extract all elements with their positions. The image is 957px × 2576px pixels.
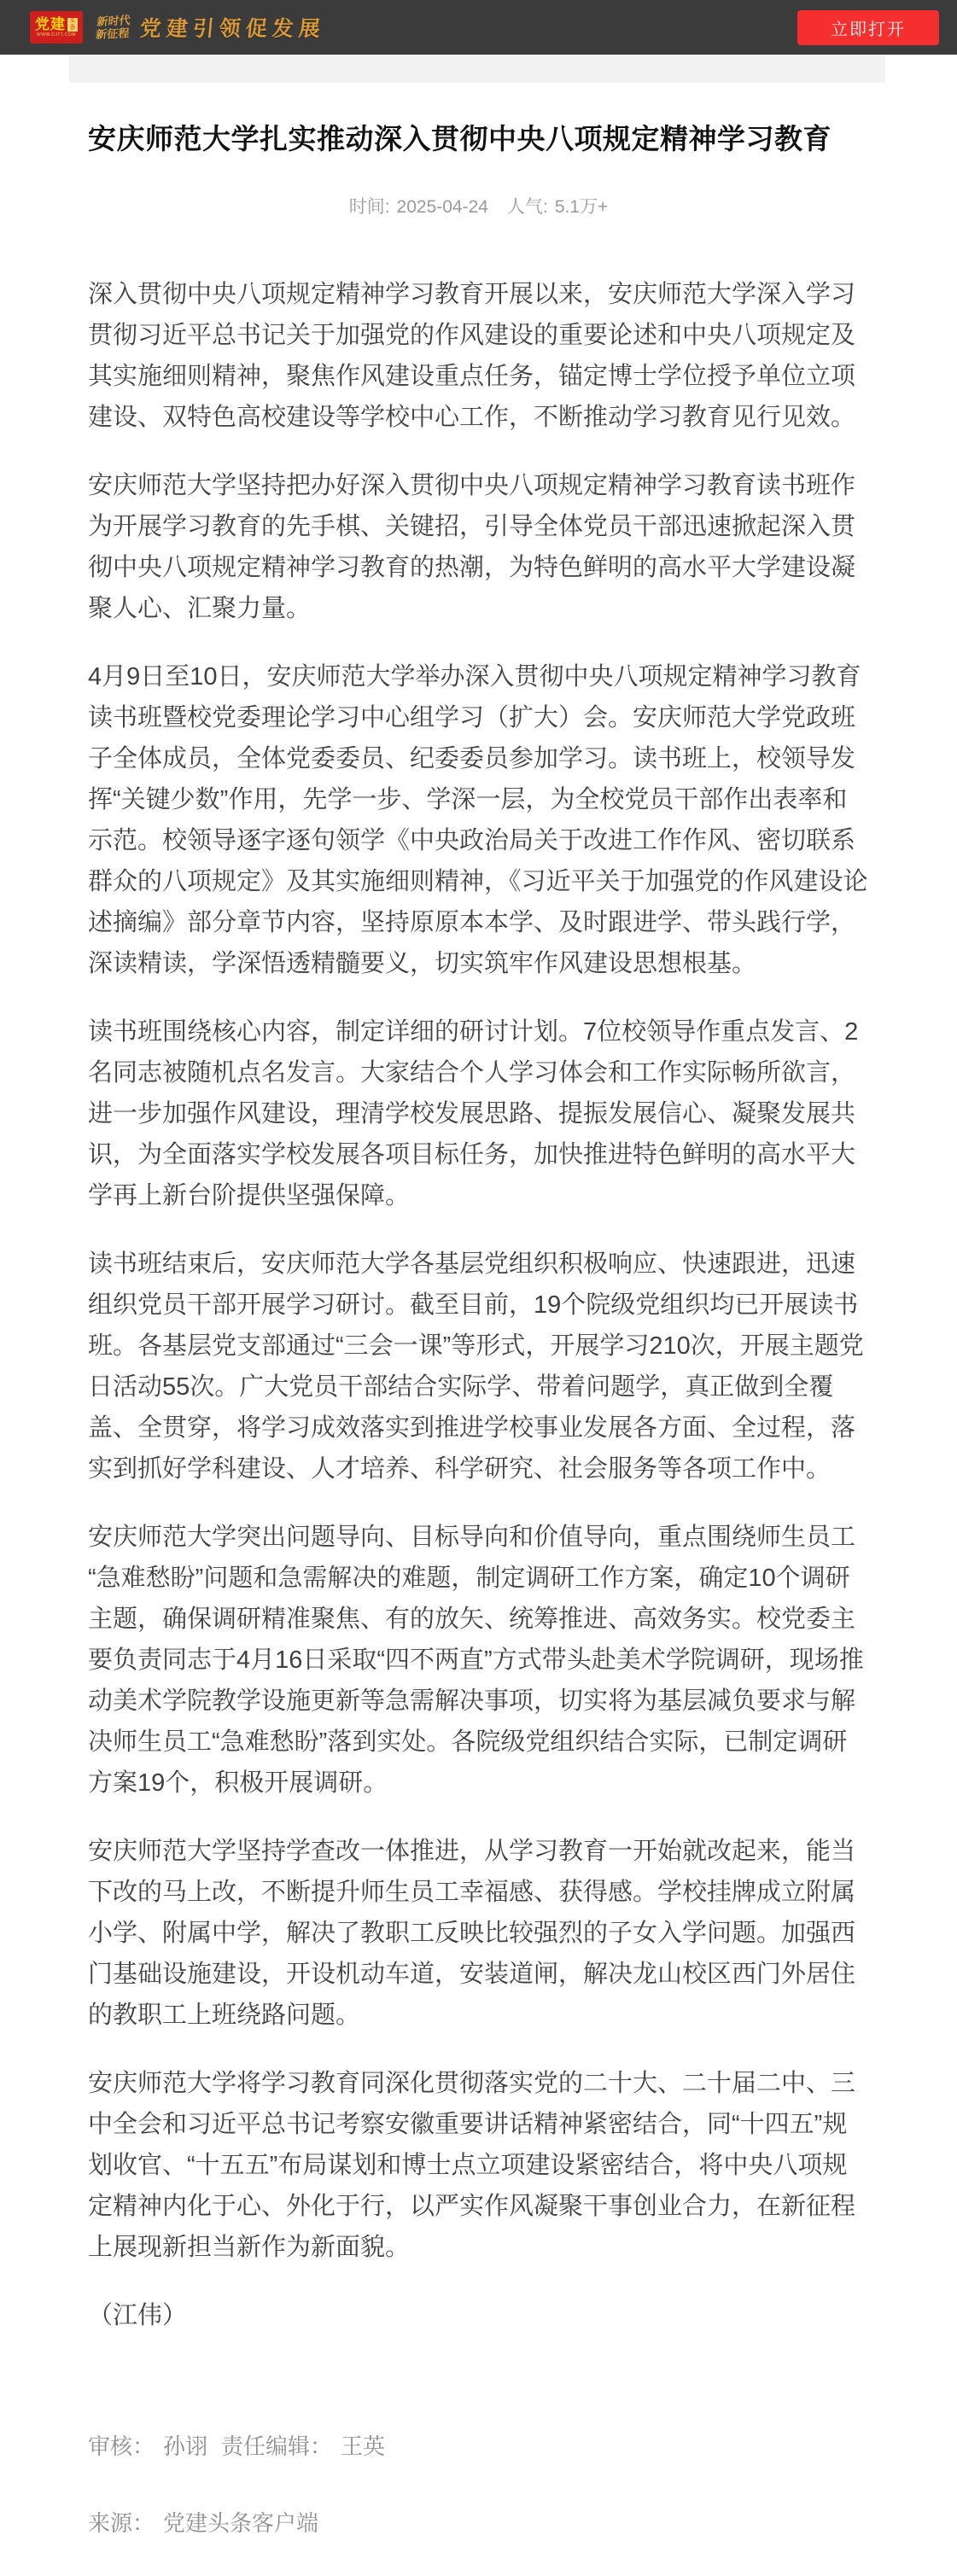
review-label: 审核：	[88, 2433, 155, 2459]
logo-url: WWW.DJTT.COM	[37, 32, 76, 38]
article-title: 安庆师范大学扎实推动深入贯彻中央八项规定精神学习教育	[88, 123, 832, 154]
article-paragraph: 深入贯彻中央八项规定精神学习教育开展以来，安庆师范大学深入学习贯彻习近平总书记关于加强党的作风建设的重要论述和中央八项规定及其实施细则精神，聚焦作风建设重点任务，锚定博士学位授予单位立项建设、双特色高校建设等学校中心工作，不断推动学习教育见行见效。	[88, 281, 856, 431]
article-paragraph: 读书班围绕核心内容，制定详细的研讨计划。7位校领导作重点发言、2名同志被随机点名发言。大家结合个人学习体会和工作实际畅所欲言，进一步加强作风建设，理清学校发展思路、提振发展信心、凝聚发展共识，为全面落实学校发展各项目标任务，加快推进特色鲜明的高水平大学再上新台阶提供坚强保障。	[88, 1018, 859, 1209]
logo-badge: 头条	[67, 18, 78, 32]
header-slogan	[96, 12, 325, 43]
reviewer-name: 孙诩	[163, 2433, 208, 2459]
article-paragraph: 安庆师范大学坚持把办好深入贯彻中央八项规定精神学习教育读书班作为开展学习教育的先手棋、关键招，引导全体党员干部迅速掀起深入贯彻中央八项规定精神学习教育的热潮，为特色鲜明的高水平大学建设凝聚人心、汇聚力量。	[88, 472, 856, 622]
app-header	[0, 0, 957, 55]
article-paragraph: 安庆师范大学突出问题导向、目标导向和价值导向，重点围绕师生员工“急难愁盼”问题和急需解决的难题，制定调研工作方案，确定10个调研主题，确保调研精准聚焦、有的放矢、统筹推进、高效务实。校党委主要负责同志于4月16日采取“四不两直”方式带头赴美术学院调研，现场推动美术学院教学设施更新等急需解决事项，切实将为基层减负要求与解决师生员工“急难愁盼”落到实处。各院级党组织结合实际，已制定调研方案19个，积极开展调研。	[88, 1524, 864, 1797]
slogan-small-line1: 新时代	[96, 13, 131, 29]
time-value: 2025-04-24	[396, 197, 488, 217]
article	[0, 120, 957, 2576]
source-name: 党建头条客户端	[163, 2510, 319, 2536]
site-logo[interactable]	[30, 11, 83, 44]
review-line	[88, 2432, 869, 2461]
article-byline: （江伟）	[88, 2302, 188, 2329]
slogan-large: 党建引领促发展	[138, 17, 327, 41]
article-body	[88, 274, 869, 2268]
article-meta	[88, 195, 869, 219]
editor-name: 王英	[341, 2433, 386, 2459]
editor-label: 责任编辑：	[221, 2433, 333, 2459]
article-paragraph: 4月9日至10日，安庆师范大学举办深入贯彻中央八项规定精神学习教育读书班暨校党委理论学习中心组学习（扩大）会。安庆师范大学党政班子全体成员，全体党委委员、纪委委员参加学习。读书班上，校领导发挥“关键少数”作用，先学一步、学深一层，为全校党员干部作出表率和示范。校领导逐字逐句领学《中央政治局关于改进工作作风、密切联系群众的八项规定》及其实施细则精神，《习近平关于加强党的作风建设论述摘编》部分章节内容，坚持原原本本学、及时跟进学、带头践行学，深读精读，学深悟透精髓要义，切实筑牢作风建设思想根基。	[88, 663, 868, 977]
slogan-small	[96, 14, 131, 41]
article-paragraph: 安庆师范大学坚持学查改一体推进，从学习教育一开始就改起来，能当下改的马上改，不断提升师生员工幸福感、获得感。学校挂牌成立附属小学、附属中学，解决了教职工反映比较强烈的子女入学问题。加强西门基础设施建设，开设机动车道，安装道闸，解决龙山校区西门外居住的教职工上班绕路问题。	[88, 1838, 856, 2029]
source-label: 来源：	[88, 2510, 155, 2536]
logo-row	[35, 17, 78, 32]
open-app-button[interactable]: 立即打开	[797, 10, 939, 45]
source-line	[88, 2509, 869, 2538]
views-label: 人气:	[506, 197, 548, 217]
logo-text: 党建	[35, 15, 66, 32]
time-label: 时间:	[348, 197, 390, 217]
banner-strip	[69, 55, 885, 83]
article-paragraph: 读书班结束后，安庆师范大学各基层党组织积极响应、快速跟进，迅速组织党员干部开展学习研讨。截至目前，19个院级党组织均已开展读书班。各基层党支部通过“三会一课”等形式，开展学习210次，开展主题党日活动55次。广大党员干部结合实际学、带着问题学，真正做到全覆盖、全贯穿，将学习成效落实到推进学校事业发展各方面、全过程，落实到抓好学科建设、人才培养、科学研究、社会服务等各项工作中。	[88, 1250, 864, 1483]
article-footer	[88, 2432, 869, 2576]
article-paragraph: 安庆师范大学将学习教育同深化贯彻落实党的二十大、二十届二中、三中全会和习近平总书记考察安徽重要讲话精神紧密结合，同“十四五”规划收官、“十五五”布局谋划和博士点立项建设紧密结合，将中央八项规定精神内化于心、外化于行，以严实作风凝聚干事创业合力，在新征程上展现新担当新作为新面貌。	[88, 2070, 856, 2261]
slogan-small-line2: 新征程	[95, 26, 131, 42]
views-value: 5.1万+	[554, 197, 609, 217]
